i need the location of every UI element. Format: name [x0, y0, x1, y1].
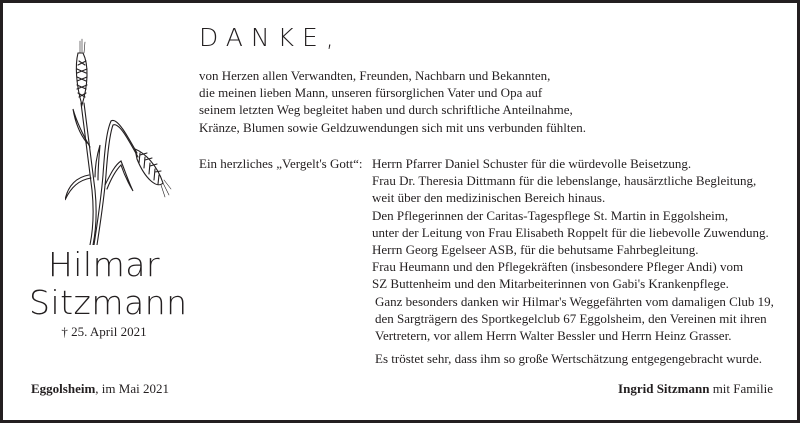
comfort-line: Es tröstet sehr, dass ihm so große Wertschätzung entgegengebracht wurde.	[375, 351, 762, 366]
special-thanks-paragraph	[375, 293, 774, 345]
signer-name: Ingrid Sitzmann	[618, 381, 710, 396]
thanks-line: Frau Dr. Theresia Dittmann für die lebenslange, hausärztliche Begleitung,	[372, 173, 757, 189]
thanks-line: weit über den medizinischen Bereich hinaus.	[372, 190, 606, 206]
special-thanks-line: den Sargträgern des Sportkegelclub 67 Eggolsheim, den Vereinen mit ihren	[375, 311, 767, 327]
vergelts-gott-label: Ein herzliches „Vergelt's Gott“:	[199, 156, 363, 171]
place: Eggolsheim	[31, 381, 96, 396]
thanks-line: unter der Leitung von Frau Elisabeth Roppelt für die liebevolle Zuwendung.	[372, 224, 769, 240]
heading: DANKE,	[199, 23, 342, 52]
thanks-line: Herrn Pfarrer Daniel Schuster für die würdevolle Beisetzung.	[372, 156, 692, 171]
signature	[618, 380, 773, 397]
special-thanks-line: Ganz besonders danken wir Hilmar's Weggefährten vom damaligen Club 19,	[375, 294, 774, 309]
date-suffix: , im Mai 2021	[95, 381, 169, 396]
signer-suffix: mit Familie	[709, 381, 773, 396]
death-date: † 25. April 2021	[61, 324, 147, 339]
thanks-line: Den Pflegerinnen der Caritas-Tagespflege St. Martin in Eggolsheim,	[372, 207, 729, 223]
thanks-line: Herrn Georg Egelseer ASB, für die behutsame Fahrbegleitung.	[372, 242, 699, 258]
thanks-list	[372, 155, 769, 293]
intro-line: die meinen lieben Mann, unseren fürsorglichen Vater und Opa auf	[199, 85, 543, 101]
special-thanks-line: Vertretern, vor allem Herrn Walter Bessler und Herrn Heinz Grasser.	[375, 328, 732, 344]
deceased-first-name: Hilmar	[47, 245, 161, 284]
place-date	[31, 380, 169, 397]
deceased-last-name: Sitzmann	[29, 283, 188, 322]
intro-paragraph	[199, 67, 586, 136]
intro-line: Kränze, Blumen sowie Geldzuwendungen sich mit uns verbunden fühlten.	[199, 119, 587, 135]
thanks-line: Frau Heumann und den Pflegekräften (insbesondere Pfleger Andi) vom	[372, 259, 744, 275]
intro-line: von Herzen allen Verwandten, Freunden, Nachbarn und Bekannten,	[199, 68, 551, 83]
deceased-name	[29, 245, 188, 322]
thanks-line: SZ Buttenheim und den Mitarbeiterinnen von Gabi's Krankenpflege.	[372, 276, 729, 292]
intro-line: seinem letzten Weg begleitet haben und durch schriftliche Anteilnahme,	[199, 102, 573, 118]
wheat-ears-icon	[65, 25, 185, 245]
